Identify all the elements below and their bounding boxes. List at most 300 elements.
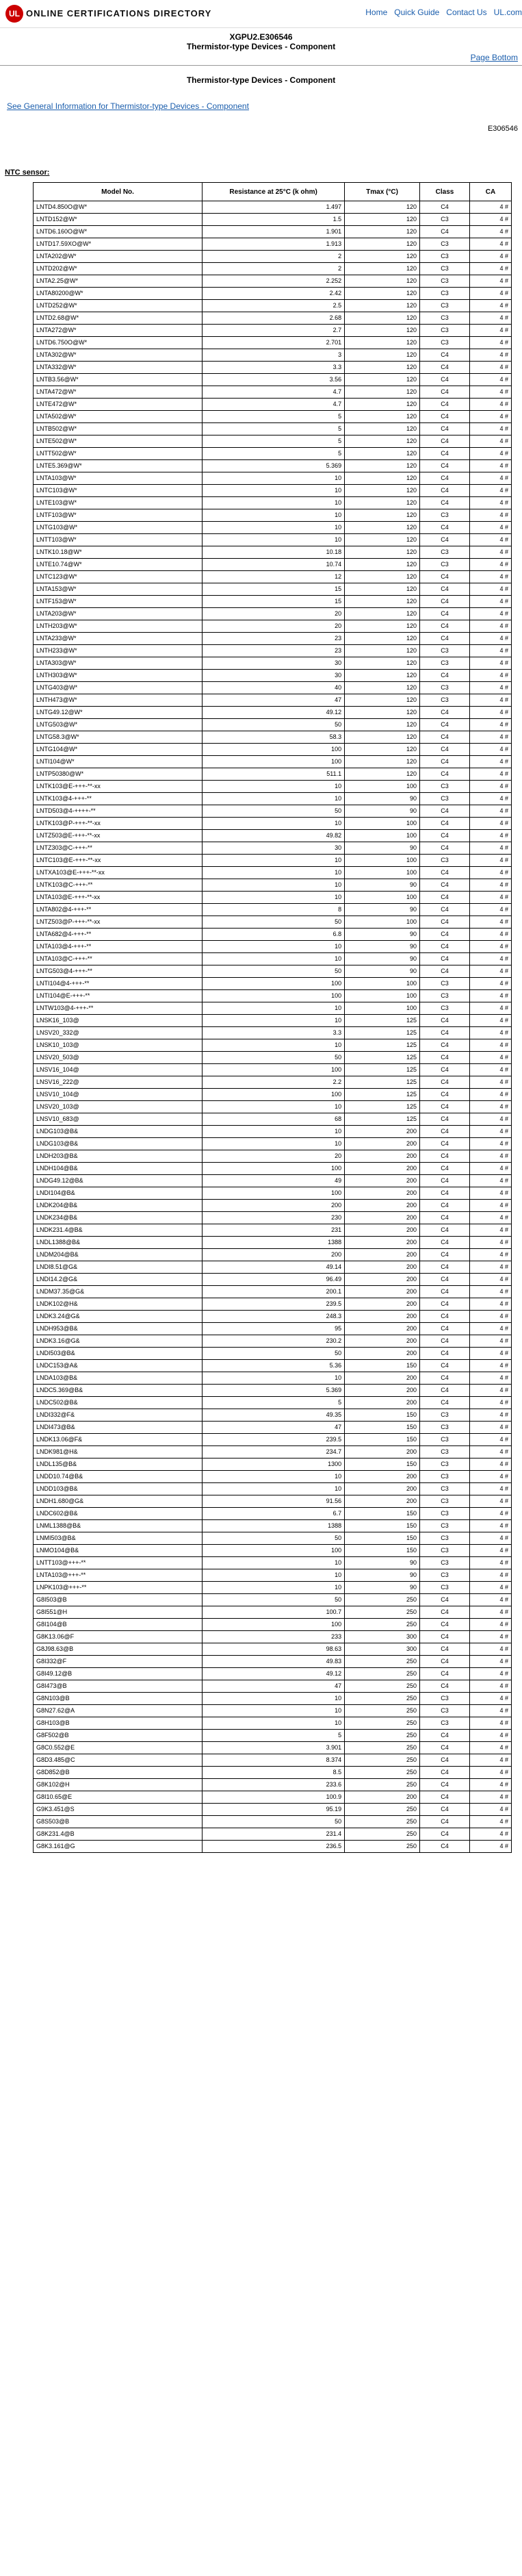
ca-cell: 4 # (469, 1520, 511, 1532)
model-cell: LNDD103@B& (34, 1483, 203, 1495)
model-cell: LNTW103@4-+++-** (34, 1002, 203, 1015)
model-cell: LNTA472@W* (34, 386, 203, 399)
model-cell: LNDM37.35@G& (34, 1286, 203, 1298)
model-cell: LNTH203@W* (34, 620, 203, 633)
resistance-cell: 100 (203, 756, 345, 768)
table-row (34, 830, 512, 842)
ca-cell: 4 # (469, 448, 511, 460)
class-cell: C4 (420, 362, 470, 374)
tmax-cell: 250 (345, 1693, 420, 1705)
model-cell: LNDC153@A& (34, 1360, 203, 1372)
model-cell: G8N103@B (34, 1693, 203, 1705)
resistance-cell: 47 (203, 1422, 345, 1434)
table-row (34, 1545, 512, 1557)
tmax-cell: 120 (345, 657, 420, 670)
tmax-cell: 120 (345, 325, 420, 337)
resistance-cell: 98.63 (203, 1643, 345, 1656)
tmax-cell: 200 (345, 1138, 420, 1150)
class-cell: C3 (420, 1717, 470, 1730)
class-cell: C4 (420, 1187, 470, 1200)
class-cell: C4 (420, 596, 470, 608)
tmax-cell: 90 (345, 965, 420, 978)
page-bottom-link[interactable]: Page Bottom (470, 53, 518, 62)
model-cell: LNSV20_332@ (34, 1027, 203, 1039)
resistance-cell: 91.56 (203, 1495, 345, 1508)
resistance-cell: 230.2 (203, 1335, 345, 1348)
model-cell: LNDK3.24@G& (34, 1311, 203, 1323)
model-cell: LNDK204@B& (34, 1200, 203, 1212)
resistance-cell: 3 (203, 349, 345, 362)
table-row (34, 645, 512, 657)
class-cell: C3 (420, 288, 470, 300)
model-cell: LNTD152@W* (34, 214, 203, 226)
table-row (34, 201, 512, 214)
table-row (34, 657, 512, 670)
document-title: Thermistor-type Devices - Component (186, 42, 336, 51)
model-cell: LNML1388@B& (34, 1520, 203, 1532)
ca-cell: 4 # (469, 818, 511, 830)
ca-cell: 4 # (469, 509, 511, 522)
resistance-cell: 2.42 (203, 288, 345, 300)
table-body (34, 201, 512, 1853)
class-cell: C4 (420, 879, 470, 892)
table-row (34, 522, 512, 534)
ca-cell: 4 # (469, 349, 511, 362)
class-cell: C4 (420, 1286, 470, 1298)
table-row (34, 904, 512, 916)
tmax-cell: 250 (345, 1668, 420, 1680)
model-cell: LNTA302@W* (34, 349, 203, 362)
class-cell: C4 (420, 571, 470, 583)
model-cell: LNTI104@E-+++-** (34, 990, 203, 1002)
ul-logo[interactable]: UL (5, 5, 23, 23)
table-row (34, 1360, 512, 1372)
ca-cell: 4 # (469, 1323, 511, 1335)
table-row (34, 731, 512, 744)
model-cell: G8I473@B (34, 1680, 203, 1693)
table-row (34, 485, 512, 497)
class-cell: C4 (420, 756, 470, 768)
file-number: E306546 (487, 125, 518, 133)
table-row (34, 818, 512, 830)
resistance-cell: 49 (203, 1175, 345, 1187)
class-cell: C4 (420, 1841, 470, 1853)
resistance-cell: 10.74 (203, 559, 345, 571)
tmax-cell: 100 (345, 830, 420, 842)
ca-cell: 4 # (469, 1126, 511, 1138)
model-cell: LNTA103@C-+++-** (34, 953, 203, 965)
resistance-cell: 10 (203, 1705, 345, 1717)
site-title: ONLINE CERTIFICATIONS DIRECTORY (26, 8, 212, 18)
ca-cell: 4 # (469, 1101, 511, 1113)
tmax-cell: 250 (345, 1828, 420, 1841)
ca-cell: 4 # (469, 1348, 511, 1360)
table-row (34, 694, 512, 707)
tmax-cell: 200 (345, 1323, 420, 1335)
ca-cell: 4 # (469, 275, 511, 288)
ca-cell: 4 # (469, 1409, 511, 1422)
class-cell: C3 (420, 645, 470, 657)
model-cell: LNTA203@W* (34, 608, 203, 620)
model-cell: LNTA103@W* (34, 472, 203, 485)
tmax-cell: 200 (345, 1385, 420, 1397)
table-row (34, 1372, 512, 1385)
ca-cell: 4 # (469, 1742, 511, 1754)
table-row (34, 1730, 512, 1742)
resistance-cell: 30 (203, 842, 345, 855)
model-cell: LNDI503@B& (34, 1348, 203, 1360)
ca-cell: 4 # (469, 1594, 511, 1606)
resistance-cell: 8 (203, 904, 345, 916)
table-row (34, 288, 512, 300)
resistance-cell: 2.5 (203, 300, 345, 312)
tmax-cell: 120 (345, 238, 420, 251)
model-cell: G8C0.552@E (34, 1742, 203, 1754)
class-cell: C4 (420, 1619, 470, 1631)
model-cell: LNTG503@W* (34, 719, 203, 731)
model-cell: LNTD503@4-++++-** (34, 805, 203, 818)
tmax-cell: 120 (345, 768, 420, 781)
table-row (34, 1471, 512, 1483)
table-row (34, 1680, 512, 1693)
class-cell: C4 (420, 497, 470, 509)
resistance-cell: 2 (203, 263, 345, 275)
table-row (34, 1249, 512, 1261)
model-cell: LNTE5.369@W* (34, 460, 203, 472)
ca-cell: 4 # (469, 1446, 511, 1459)
ca-cell: 4 # (469, 1039, 511, 1052)
ca-cell: 4 # (469, 435, 511, 448)
resistance-cell: 5.36 (203, 1360, 345, 1372)
tmax-cell: 120 (345, 596, 420, 608)
tmax-cell: 120 (345, 731, 420, 744)
model-cell: LNTZ503@P-+++-**-xx (34, 916, 203, 929)
resistance-cell: 10 (203, 1557, 345, 1569)
table-row (34, 608, 512, 620)
ntc-sensor-label: NTC sensor: (5, 168, 50, 177)
class-cell: C4 (420, 1656, 470, 1668)
class-cell: C3 (420, 1705, 470, 1717)
class-cell: C3 (420, 657, 470, 670)
document-heading (0, 32, 522, 51)
model-cell: LNDK102@H& (34, 1298, 203, 1311)
resistance-cell: 248.3 (203, 1311, 345, 1323)
resistance-cell: 50 (203, 1052, 345, 1064)
model-cell: LNDH104@B& (34, 1163, 203, 1175)
resistance-cell: 100.9 (203, 1791, 345, 1804)
model-cell: LNDI14.2@G& (34, 1274, 203, 1286)
resistance-cell: 230 (203, 1212, 345, 1224)
model-cell: G8S503@B (34, 1816, 203, 1828)
resistance-cell: 3.901 (203, 1742, 345, 1754)
model-cell: LNDD10.74@B& (34, 1471, 203, 1483)
resistance-cell: 15 (203, 596, 345, 608)
class-cell: C4 (420, 423, 470, 435)
model-cell: G8I503@B (34, 1594, 203, 1606)
class-cell: C3 (420, 1434, 470, 1446)
tmax-cell: 150 (345, 1508, 420, 1520)
class-cell: C4 (420, 386, 470, 399)
ca-cell: 4 # (469, 1360, 511, 1372)
model-cell: LNTA2.25@W* (34, 275, 203, 288)
class-cell: C4 (420, 1015, 470, 1027)
ca-cell: 4 # (469, 1286, 511, 1298)
model-cell: LNDM204@B& (34, 1249, 203, 1261)
model-cell: LNTZ503@E-+++-**-xx (34, 830, 203, 842)
resistance-cell: 50 (203, 805, 345, 818)
table-row (34, 879, 512, 892)
tmax-cell: 125 (345, 1076, 420, 1089)
resistance-cell: 233 (203, 1631, 345, 1643)
tmax-cell: 120 (345, 201, 420, 214)
resistance-cell: 100 (203, 1619, 345, 1631)
resistance-cell: 20 (203, 620, 345, 633)
ca-cell: 4 # (469, 941, 511, 953)
tmax-cell: 100 (345, 781, 420, 793)
tmax-cell: 200 (345, 1261, 420, 1274)
ca-cell: 4 # (469, 460, 511, 472)
table-row (34, 349, 512, 362)
table-row (34, 1841, 512, 1853)
ca-cell: 4 # (469, 1483, 511, 1495)
resistance-cell: 47 (203, 1680, 345, 1693)
tmax-cell: 125 (345, 1015, 420, 1027)
table-row (34, 941, 512, 953)
column-header-class: Class (420, 183, 470, 201)
ca-cell: 4 # (469, 1002, 511, 1015)
resistance-cell: 239.5 (203, 1434, 345, 1446)
table-row (34, 1804, 512, 1816)
tmax-cell: 125 (345, 1064, 420, 1076)
table-row (34, 534, 512, 546)
tmax-cell: 250 (345, 1705, 420, 1717)
resistance-cell: 15 (203, 583, 345, 596)
resistance-cell: 30 (203, 670, 345, 682)
table-row (34, 509, 512, 522)
table-row (34, 1816, 512, 1828)
model-cell: LNTG103@W* (34, 522, 203, 534)
model-cell: LNTA502@W* (34, 411, 203, 423)
resistance-cell: 10 (203, 781, 345, 793)
tmax-cell: 120 (345, 620, 420, 633)
ca-cell: 4 # (469, 892, 511, 904)
resistance-cell: 200 (203, 1249, 345, 1261)
table-row (34, 1569, 512, 1582)
tmax-cell: 150 (345, 1422, 420, 1434)
resistance-cell: 1300 (203, 1459, 345, 1471)
model-cell: LNTK103@C-+++-** (34, 879, 203, 892)
class-cell: C4 (420, 633, 470, 645)
resistance-cell: 49.12 (203, 1668, 345, 1680)
resistance-cell: 95 (203, 1323, 345, 1335)
tmax-cell: 90 (345, 805, 420, 818)
ca-cell: 4 # (469, 1508, 511, 1520)
model-cell: LNTA103@E-+++-**-xx (34, 892, 203, 904)
resistance-cell: 50 (203, 1348, 345, 1360)
resistance-cell: 3.3 (203, 1027, 345, 1039)
class-cell: C4 (420, 1298, 470, 1311)
class-cell: C3 (420, 682, 470, 694)
table-row (34, 1668, 512, 1680)
ca-cell: 4 # (469, 1335, 511, 1348)
ca-cell: 4 # (469, 781, 511, 793)
resistance-cell: 3.3 (203, 362, 345, 374)
table-row (34, 1237, 512, 1249)
resistance-cell: 100 (203, 744, 345, 756)
resistance-cell: 10 (203, 867, 345, 879)
nav-contact-us-link[interactable]: Contact Us (446, 8, 487, 17)
ca-cell: 4 # (469, 731, 511, 744)
ca-cell: 4 # (469, 645, 511, 657)
model-cell: LNDK231.4@B& (34, 1224, 203, 1237)
ca-cell: 4 # (469, 867, 511, 879)
resistance-cell: 10 (203, 892, 345, 904)
model-cell: LNTK103@P-+++-**-xx (34, 818, 203, 830)
class-cell: C4 (420, 965, 470, 978)
class-cell: C3 (420, 1693, 470, 1705)
ca-cell: 4 # (469, 805, 511, 818)
document-code: XGPU2.E306546 (229, 32, 293, 42)
tmax-cell: 200 (345, 1212, 420, 1224)
ca-cell: 4 # (469, 1557, 511, 1569)
model-cell: LNTH303@W* (34, 670, 203, 682)
table-row (34, 892, 512, 904)
class-cell: C4 (420, 1631, 470, 1643)
column-header-resistance: Resistance at 25°C (k ohm) (203, 183, 345, 201)
class-cell: C4 (420, 1779, 470, 1791)
class-cell: C3 (420, 325, 470, 337)
resistance-cell: 10 (203, 1569, 345, 1582)
resistance-cell: 4.7 (203, 399, 345, 411)
table-row (34, 300, 512, 312)
general-info-link[interactable]: See General Information for Thermistor-type Devices - Component (7, 101, 249, 111)
ca-cell: 4 # (469, 657, 511, 670)
ca-cell: 4 # (469, 1138, 511, 1150)
class-cell: C4 (420, 916, 470, 929)
ca-cell: 4 # (469, 1422, 511, 1434)
resistance-cell: 10 (203, 818, 345, 830)
model-cell: G8D3.485@C (34, 1754, 203, 1767)
resistance-cell: 5 (203, 411, 345, 423)
resistance-cell: 10 (203, 1471, 345, 1483)
table-row (34, 1027, 512, 1039)
tmax-cell: 100 (345, 892, 420, 904)
model-cell: LNTA272@W* (34, 325, 203, 337)
class-cell: C4 (420, 1076, 470, 1089)
table-row (34, 374, 512, 386)
tmax-cell: 200 (345, 1483, 420, 1495)
ca-cell: 4 # (469, 1791, 511, 1804)
resistance-cell: 50 (203, 1594, 345, 1606)
ca-cell: 4 # (469, 1089, 511, 1101)
ca-cell: 4 # (469, 793, 511, 805)
model-cell: LNDK234@B& (34, 1212, 203, 1224)
table-row (34, 1619, 512, 1631)
nav-ul-com-link[interactable]: UL.com (493, 8, 522, 17)
ca-cell: 4 # (469, 904, 511, 916)
model-cell: LNDI104@B& (34, 1187, 203, 1200)
model-cell: LNDH203@B& (34, 1150, 203, 1163)
table-row (34, 325, 512, 337)
class-cell: C4 (420, 1027, 470, 1039)
tmax-cell: 100 (345, 818, 420, 830)
resistance-cell: 8.5 (203, 1767, 345, 1779)
ca-cell: 4 # (469, 1459, 511, 1471)
model-cell: LNTE10.74@W* (34, 559, 203, 571)
class-cell: C3 (420, 275, 470, 288)
class-cell: C4 (420, 1101, 470, 1113)
class-cell: C4 (420, 374, 470, 386)
model-cell: LNTC123@W* (34, 571, 203, 583)
tmax-cell: 200 (345, 1311, 420, 1323)
resistance-cell: 100 (203, 1089, 345, 1101)
ca-cell: 4 # (469, 497, 511, 509)
ca-cell: 4 # (469, 485, 511, 497)
resistance-cell: 23 (203, 645, 345, 657)
table-row (34, 793, 512, 805)
class-cell: C4 (420, 830, 470, 842)
resistance-cell: 10 (203, 472, 345, 485)
table-row (34, 1582, 512, 1594)
table-row (34, 1779, 512, 1791)
model-cell: G8K231.4@B (34, 1828, 203, 1841)
resistance-cell: 50 (203, 1532, 345, 1545)
ca-cell: 4 # (469, 214, 511, 226)
class-cell: C4 (420, 719, 470, 731)
class-cell: C3 (420, 559, 470, 571)
class-cell: C3 (420, 1459, 470, 1471)
model-cell: LNTD6.160O@W* (34, 226, 203, 238)
tmax-cell: 125 (345, 1027, 420, 1039)
model-cell: LNDI473@B& (34, 1422, 203, 1434)
ca-cell: 4 # (469, 1015, 511, 1027)
model-cell: LNTA103@4-+++-** (34, 941, 203, 953)
model-cell: LNTA802@4-+++-** (34, 904, 203, 916)
model-cell: LNTG403@W* (34, 682, 203, 694)
nav-home-link[interactable]: Home (365, 8, 388, 17)
resistance-cell: 50 (203, 1816, 345, 1828)
tmax-cell: 120 (345, 275, 420, 288)
nav-quick-guide-link[interactable]: Quick Guide (394, 8, 440, 17)
table-row (34, 497, 512, 509)
tmax-cell: 200 (345, 1791, 420, 1804)
tmax-cell: 200 (345, 1274, 420, 1286)
resistance-cell: 10 (203, 497, 345, 509)
table-row (34, 238, 512, 251)
model-cell: LNSV16_222@ (34, 1076, 203, 1089)
resistance-cell: 5 (203, 1397, 345, 1409)
class-cell: C4 (420, 472, 470, 485)
tmax-cell: 250 (345, 1841, 420, 1853)
ca-cell: 4 # (469, 559, 511, 571)
tmax-cell: 120 (345, 349, 420, 362)
ca-cell: 4 # (469, 1532, 511, 1545)
model-cell: G8K3.161@G (34, 1841, 203, 1853)
resistance-cell: 10 (203, 1015, 345, 1027)
model-cell: G8K13.06@F (34, 1631, 203, 1643)
class-cell: C3 (420, 1483, 470, 1495)
model-cell: LNDK13.06@F& (34, 1434, 203, 1446)
ca-cell: 4 # (469, 953, 511, 965)
model-cell: LNMI503@B& (34, 1532, 203, 1545)
table-row (34, 1224, 512, 1237)
ca-cell: 4 # (469, 386, 511, 399)
table-row (34, 1076, 512, 1089)
tmax-cell: 200 (345, 1298, 420, 1311)
ca-cell: 4 # (469, 1163, 511, 1175)
resistance-cell: 1388 (203, 1237, 345, 1249)
ca-cell: 4 # (469, 1372, 511, 1385)
